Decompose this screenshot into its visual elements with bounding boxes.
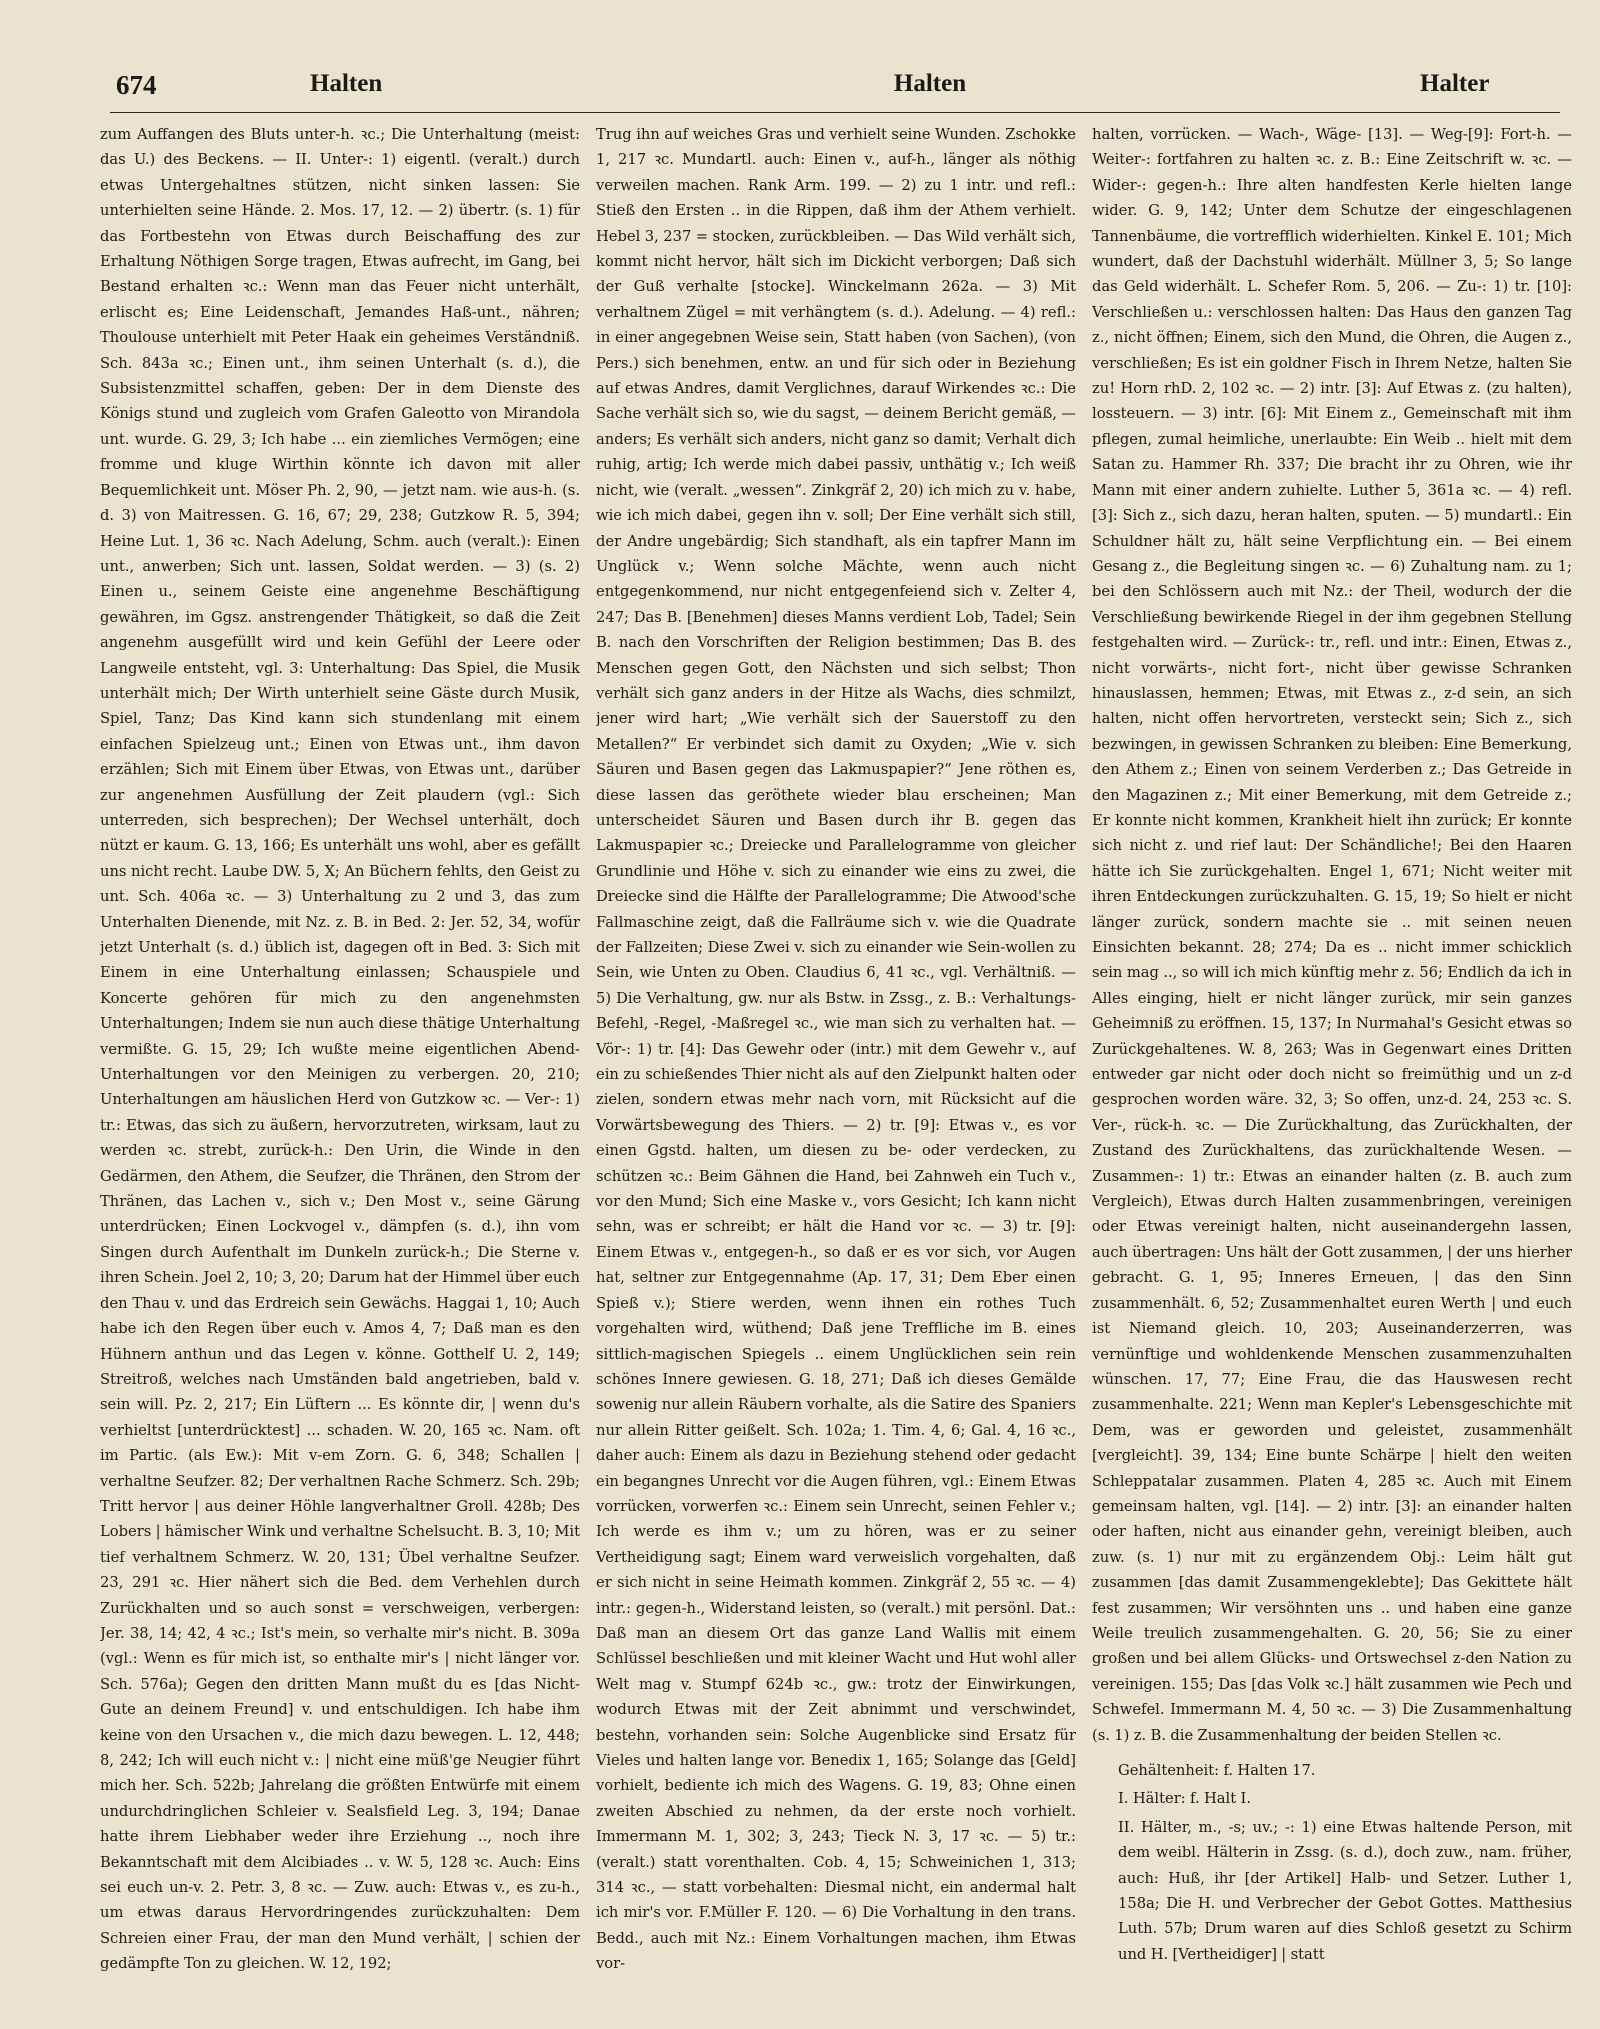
column-right-text: halten, vorrücken. — Wach-, Wäge- [13]. — Weg-[9]: Fort-h. — Weiter-: fortfahren zu halten ꝛc. z. B.: Eine Zeitschrift w. ꝛc. — Wider-: gegen-h.: Ihre alten handfesten Kerle hielten lange wider. G. 9, 142; Unter dem Schutze der eingeschlagenen Tannenbäume, die vortrefflich widerhielten. Kinkel E. 101; Mich wundert, daß der Dachstuhl widerhält. Müllner 3, 5; So lange das Geld widerhält. L. Schefer Rom. 5, 206. — Zu-: 1) tr. [10]: Verschließen u.: verschlossen halten: Das Haus den ganzen Tag z., nicht öffnen; Einem, sich den Mund, die Ohren, die Augen z., verschließen; Es ist ein goldner Fisch in Ihrem Netze, halten Sie zu! Horn rhD. 2, 102 ꝛc. — 2) intr. [3]: Auf Etwas z. (zu halten), lossteuern. — 3) intr. [6]: Mit Einem z., Gemeinschaft mit ihm pflegen, zumal heimliche, unerlaubte: Ein Weib .. hielt mit dem Satan zu. Hammer Rh. 337; Die bracht ihr zu Ohren, wie ihr Mann mit einer andern zuhielte. Luther 5, 361a ꝛc. — 4) refl. [3]: Sich z., sich dazu, heran halten, sputen. — 5) mundartl.: Ein Schuldner hält zu, hält seine Verpflichtung ein. — Bei einem Gesang z., die Begleitung singen ꝛc. — 6) Zuhaltung nam. zu 1; bei den Schlössern auch mit Nz.: der Theil, wodurch der die Verschließung bewirkende Riegel in der ihm gegebnen Stellung festgehalten wird. — Zurück-: tr., refl. und intr.: Einen, Etwas z., nicht vorwärts-, nicht fort-, nicht über gewisse Schranken hinauslassen, hemmen; Etwas, mit Etwas z., z-d sein, an sich halten, nicht offen hervortreten, versteckt sein; Sich z., sich bezwingen, in gewissen Schranken zu bleiben: Eine Bemerkung, den Athem z.; Einen von seinem Verderben z.; Das Getreide in den Magazinen z.; Mit einer Bemerkung, mit dem Getreide z.; Er konnte nicht kommen, Krankheit hielt ihn zurück; Er konnte sich nicht z. und rief laut: Der Schändliche!; Bei den Haaren hätte ich Sie zurückgehalten. Engel 1, 671; Nicht weiter mit ihren Entdeckungen zurückzuhalten. G. 15, 19; So hielt er nicht länger zurück, sondern machte sie .. mit seinen neuen Einsichten bekannt. 28; 274; Da es .. nicht immer schicklich sein mag .., so will ich mich künftig mehr z. 56; Endlich da ich in Alles einging, hielt er nicht länger zurück, mir sein ganzes Geheimniß zu eröffnen. 15, 137; In Nurmahal's Gesicht etwas so Zurückgehaltenes. W. 8, 263; Was in Gegenwart eines Dritten entweder gar nicht oder doch nicht so freimüthig und un z-d gesprochen worden wäre. 32, 3; So offen, unz-d. 24, 253 ꝛc. S. Ver-, rück-h. ꝛc. — Die Zurückhaltung, das Zurückhalten, der Zustand des Zurückhaltens, das zurückhaltende Wesen. — Zusammen-: 1) tr.: Etwas an einander halten (z. B. auch zum Vergleich), Etwas durch Halten zusammenbringen, vereinigen oder Etwas vereinigt halten, nicht auseinandergehn lassen, auch übertragen: Uns hält der Gott zusammen, | der uns hierher gebracht. G. 1, 95; Inneres Erneuen, | das den Sinn zusammenhält. 6, 52; Zusammenhaltet euren Werth | und euch ist Niemand gleich. 10, 203; Auseinanderzerren, was vernünftige und wohldenkende Menschen zusammenzuhalten wünschen. 17, 77; Eine Frau, die das Hauswesen recht zusammenhalte. 221; Wenn man Kepler's Lebensgeschichte mit Dem, was er geworden und geleistet, zusammenhält [vergleicht]. 39, 134; Eine bunte Schärpe | hielt den weiten Schleppatalar zusammen. Platen 4, 285 ꝛc. Auch mit Einem gemeinsam halten, vgl. [14]. — 2) intr. [3]: an einander halten oder haften, nicht aus einander gehn, vereinigt bleiben, auch zuw. (s. 1) nur mit zu ergänzendem Obj.: Leim hält gut zusammen [das damit Zusammengeklebte]; Das Gekittete hält fest zusammen; Wir versöhnten uns .. und haben eine ganze Weile treulich zusammengehalten. G. 20, 56; Sie zu einer großen und bei allem Glücks- und Ortswechsel z-den Nation zu vereinigen. 155; Das [das Volk ꝛc.] hält zusammen wie Pech und Schwefel. Immermann M. 4, 50 ꝛc. — 3) Die Zusammenhaltung (s. 1) z. B. die Zusammenhaltung der beiden Stellen ꝛc. bbox=[1092, 126, 1572, 1744]
running-headword-center: Halten bbox=[893, 70, 967, 97]
column-right bbox=[1092, 122, 1572, 2011]
column-middle-text: Trug ihn auf weiches Gras und verhielt seine Wunden. Zschokke 1, 217 ꝛc. Mundartl. auch: Einen v., auf-h., länger als nöthig verweilen machen. Rank Arm. 199. — 2) zu 1 intr. und refl.: Stieß den Ersten .. in die Rippen, daß ihm der Athem verhielt. Hebel 3, 237 = stocken, zurückbleiben. — Das Wild verhält sich, kommt nicht hervor, hält sich im Dickicht verborgen; Daß sich der Guß verhalte [stocke]. Winckelmann 262a. — 3) Mit verhaltnem Zügel = mit verhängtem (s. d.). Adelung. — 4) refl.: in einer angegebnen Weise sein, Statt haben (von Sachen), (von Pers.) sich benehmen, entw. an und für sich oder in Beziehung auf etwas Andres, damit Verglichnes, darauf Wirkendes ꝛc.: Die Sache verhält sich so, wie du sagst, — deinem Bericht gemäß, — anders; Es verhält sich anders, nicht ganz so damit; Verhalt dich ruhig, artig; Ich werde mich dabei passiv, unthätig v.; Ich weiß nicht, wie (veralt. „wessen“. Zinkgräf 2, 20) ich mich zu v. habe, wie ich mich dabei, gegen ihn v. soll; Der Eine verhält sich still, der Andre ungebärdig; Sich standhaft, als ein tapfrer Mann im Unglück v.; Wenn solche Mächte, wenn auch nicht entgegenkommend, nur nicht entgegenfeiend sich v. Zelter 4, 247; Das B. [Benehmen] dieses Manns verdient Lob, Tadel; Sein B. nach den Vorschriften der Religion bestimmen; Das B. des Menschen gegen Gott, den Nächsten und sich selbst; Thon verhält sich ganz anders in der Hitze als Wachs, dies schmilzt, jener wird hart; „Wie verhält sich der Sauerstoff zu den Metallen?“ Er verbindet sich damit zu Oxyden; „Wie v. sich Säuren und Basen gegen das Lakmuspapier?“ Jene röthen es, diese lassen das geröthete wieder blau erscheinen; Man unterscheidet Säuren und Basen durch ihr B. gegen das Lakmuspapier ꝛc.; Dreiecke und Parallelogramme von gleicher Grundlinie und Höhe v. sich zu einander wie eins zu zwei, die Dreiecke sind die Hälfte der Parallelogramme; Die Atwood'sche Fallmaschine zeigt, daß die Fallräume sich v. wie die Quadrate der Fallzeiten; Diese Zwei v. sich zu einander wie Sein-wollen zu Sein, wie Unten zu Oben. Claudius 6, 41 ꝛc., vgl. Verhältniß. — 5) Die Verhaltung, gw. nur als Bstw. in Zssg., z. B.: Verhaltungs-Befehl, -Regel, -Maßregel ꝛc., wie man sich zu verhalten hat. — Vör-: 1) tr. [4]: Das Gewehr oder (intr.) mit dem Gewehr v., auf ein zu schießendes Thier nicht als auf den Zielpunkt halten oder zielen, sondern etwas mehr nach vorn, mit Rücksicht auf die Vorwärtsbewegung des Thiers. — 2) tr. [9]: Etwas v., es vor einen Ggstd. halten, um diesen zu be- oder verdecken, zu schützen ꝛc.: Beim Gähnen die Hand, bei Zahnweh ein Tuch v., vor den Mund; Sich eine Maske v., vors Gesicht; Ich kann nicht sehn, was er schreibt; er hält die Hand vor ꝛc. — 3) tr. [9]: Einem Etwas v., entgegen-h., so daß er es vor sich, vor Augen hat, seltner zur Entgegennahme (Ap. 17, 31; Dem Eber einen Spieß v.); Stiere werden, wenn ihnen ein rothes Tuch vorgehalten wird, wüthend; Daß jene Treffliche im B. eines sittlich-magischen Spiegels .. einem Unglücklichen sein rein schönes Innere gewiesen. G. 18, 271; Daß ich dieses Gemälde sowenig nur allein Räubern vorhalte, als die Satire des Spaniers nur allein Ritter geißelt. Sch. 102a; 1. Tim. 4, 6; Gal. 4, 16 ꝛc., daher auch: Einem als dazu in Beziehung stehend oder gedacht ein begangnes Unrecht vor die Augen führen, vgl.: Einem Etwas vorrücken, vorwerfen ꝛc.: Einem sein Unrecht, seinen Fehler v.; Ich werde es ihm v.; um zu hören, was er zu seiner Vertheidigung sagt; Einem ward verweislich vorgehalten, daß er sich nicht in seine Heimath kommen. Zinkgräf 2, 55 ꝛc. — 4) intr.: gegen-h., Widerstand leisten, so (veralt.) mit persönl. Dat.: Daß man an diesem Ort das ganze Land Wallis mit einem Schlüssel beschließen und mit kleiner Wacht und Hut wohl aller Welt mag v. Stumpf 624b ꝛc., gw.: trotz der Einwirkungen, wodurch Etwas mit der Zeit abnimmt und verschwindet, bestehn, vorhanden sein: Solche Augenblicke sind Ersatz für Vieles und halten lange vor. Benedix 1, 165; Solange das [Geld] vorhielt, bediente ich mich des Wagens. G. 19, 83; Ohne einen zweiten Abschied zu nehmen, da der erste noch vorhielt. Immermann M. 1, 302; 3, 243; Tieck N. 3, 17 ꝛc. — 5) tr.: (veralt.) statt vorenthalten. Cob. 4, 15; Schweinichen 1, 313; 314 ꝛc., — statt vorbehalten: Diesmal nicht, ein andermal halt ich mir's vor. F.Müller F. 120. — 6) Die Vorhaltung in den trans. Bedd., auch mit Nz.: Einem Vorhaltungen machen, ihm Etwas vor- bbox=[596, 126, 1076, 1973]
page-number: 674 bbox=[116, 70, 157, 100]
page-header bbox=[110, 62, 1560, 113]
entry-haelter-2: II. Hälter, m., -s; uv.; -: 1) eine Etwas haltende Person, mit dem weibl. Hälterin in Zssg. (s. d.), doch zuw., nam. früher, auch: Huß, ihr [der Artikel] Halb- und Setzer. Luther 1, 158a; Die H. und Verbrecher der Gebot Gottes. Matthesius Luth. 57b; Drum waren auf dies Schloß gesetzt zu Schirm und H. [Vertheidiger] | statt bbox=[1118, 1818, 1572, 1963]
column-left bbox=[100, 122, 580, 2011]
column-left-text: zum Auffangen des Bluts unter-h. ꝛc.; Die Unterhaltung (meist: das U.) des Beckens. — II. Unter-: 1) eigentl. (veralt.) durch etwas Untergehaltnes stützen, nicht sinken lassen: Sie unterhielten seine Hände. 2. Mos. 17, 12. — 2) übertr. (s. 1) für das Fortbestehn von Etwas durch Beischaffung des zur Erhaltung Nöthigen Sorge tragen, Etwas aufrecht, im Gang, bei Bestand erhalten ꝛc.: Wenn man das Feuer nicht unterhält, erlischt es; Eine Leidenschaft, Jemandes Haß-unt., nähren; Thoulouse unterhielt mit Peter Haak ein geheimes Verständniß. Sch. 843a ꝛc.; Einen unt., ihm seinen Unterhalt (s. d.), die Subsistenzmittel schaffen, geben: Der in dem Dienste des Königs stund und zugleich vom Grafen Galeotto von Mirandola unt. wurde. G. 29, 3; Ich habe ... ein ziemliches Vermögen; eine fromme und kluge Wirthin könnte ich davon mit aller Bequemlichkeit unt. Möser Ph. 2, 90, — jetzt nam. wie aus-h. (s. d. 3) von Maitressen. G. 16, 67; 29, 238; Gutzkow R. 5, 394; Heine Lut. 1, 36 ꝛc. Nach Adelung, Schm. auch (veralt.): Einen unt., anwerben; Sich unt. lassen, Soldat werden. — 3) (s. 2) Einen u., seinem Geiste eine angenehme Beschäftigung gewähren, im Ggsz. anstrengender Thätigkeit, so daß die Zeit angenehm ausgefüllt wird und kein Gefühl der Leere oder Langweile entsteht, vgl. 3: Unterhaltung: Das Spiel, die Musik unterhält mich; Der Wirth unterhielt seine Gäste durch Musik, Spiel, Tanz; Das Kind kann sich stundenlang mit einem einfachen Spielzeug unt.; Einen von Etwas unt., ihm davon erzählen; Sich mit Einem über Etwas, von Etwas unt., darüber zur angenehmen Ausfüllung der Zeit plaudern (vgl.: Sich unterreden, sich besprechen); Der Wechsel unterhält, doch nützt er kaum. G. 13, 166; Es unterhält uns wohl, aber es gefällt uns nicht recht. Laube DW. 5, X; An Büchern fehlts, den Geist zu unt. Sch. 406a ꝛc. — 3) Unterhaltung zu 2 und 3, das zum Unterhalten Dienende, mit Nz. z. B. in Bed. 2: Jer. 52, 34, wofür jetzt Unterhalt (s. d.) üblich ist, dagegen oft in Bed. 3: Sich mit Einem in eine Unterhaltung einlassen; Schauspiele und Koncerte gehören für mich zu den angenehmsten Unterhaltungen; Indem sie nun auch diese thätige Unterhaltung vermißte. G. 15, 29; Ich wußte meine eigentlichen Abend-Unterhaltungen vor den Meinigen zu verbergen. 20, 210; Unterhaltungen am häuslichen Herd von Gutzkow ꝛc. — Ver-: 1) tr.: Etwas, das sich zu äußern, hervorzutreten, wirksam, laut zu werden ꝛc. strebt, zurück-h.: Den Urin, die Winde in den Gedärmen, den Athem, die Seufzer, die Thränen, den Strom der Thränen, das Lachen v., sich v.; Den Most v., seine Gärung unterdrücken; Einen Lockvogel v., dämpfen (s. d.), ihn vom Singen durch Aufenthalt im Dunkeln zurück-h.; Die Sterne v. ihren Schein. Joel 2, 10; 3, 20; Darum hat der Himmel über euch den Thau v. und das Erdreich sein Gewächs. Haggai 1, 10; Auch habe ich den Regen über euch v. Amos 4, 7; Daß man es den Hühnern anthun und das Legen v. könne. Gotthelf U. 2, 149; Streitroß, welches nach Umständen bald angetrieben, bald v. sein will. Pz. 2, 217; Ein Lüftern ... Es könnte dir, | wenn du's verhieltst [unterdrücktest] ... schaden. W. 20, 165 ꝛc. Nam. oft im Partic. (als Ew.): Mit v-em Zorn. G. 6, 348; Schallen | verhaltne Seufzer. 82; Der verhaltnen Rache Schmerz. Sch. 29b; Tritt hervor | aus deiner Höhle langverhaltner Groll. 428b; Des Lobers | hämischer Wink und verhaltne Schelsucht. B. 3, 10; Mit tief verhaltnem Schmerz. W. 20, 131; Übel verhaltne Seufzer. 23, 291 ꝛc. Hier nähert sich die Bed. dem Verhehlen durch Zurückhalten und so auch sonst = verschweigen, verbergen: Jer. 38, 14; 42, 4 ꝛc.; Ist's mein, so verhalte mir's nicht. B. 309a (vgl.: Wenn es für mich ist, so enthalte mir's | nicht länger vor. Sch. 576a); Gegen den dritten Mann mußt du es [das Nicht-Gute an deinem Freund] v. und entschuldigen. Ich habe ihm keine von den Ursachen v., die mich dazu bewegen. L. 12, 448; 8, 242; Ich will euch nicht v.: | nicht eine müß'ge Neugier führt mich her. Sch. 522b; Jahrelang die größten Entwürfe mit einem undurchdringlichen Schleier v. Sealsfield Leg. 3, 194; Danae hatte ihrem Liebhaber weder ihre Erziehung .., noch ihre Bekanntschaft mit dem Alcibiades .. v. W. 5, 128 ꝛc. Auch: Eins sei euch un-v. 2. Petr. 3, 8 ꝛc. — Zuw. auch: Etwas v., es zu-h., um etwas daraus Hervordringendes zurückzuhalten: Dem Schreien einer Frau, der man den Mund verhält, | schien der gedämpfte Ton zu gleichen. W. 12, 192; bbox=[100, 126, 580, 1973]
entry-haelter-1: I. Hälter: f. Halt I. bbox=[1118, 1790, 1251, 1808]
entry-gehaeltenheit: Gehältenheit: f. Halten 17. bbox=[1118, 1762, 1316, 1779]
column-middle bbox=[596, 122, 1076, 2011]
running-headword-left: Halten bbox=[310, 70, 383, 97]
text-columns bbox=[100, 122, 1570, 2011]
running-headword-right: Halter bbox=[1420, 70, 1490, 97]
